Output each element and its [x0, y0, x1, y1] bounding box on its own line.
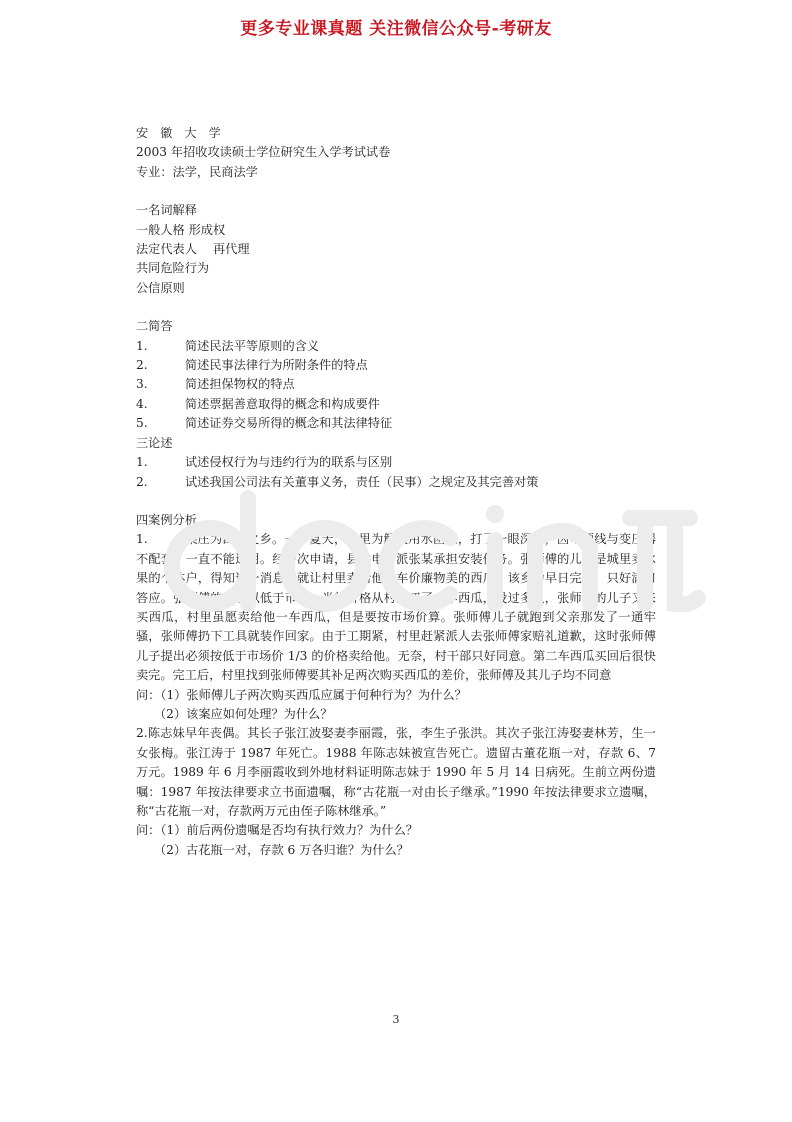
question-text: 简述证券交易所得的概念和其法律特征 — [185, 416, 393, 431]
term-line: 法定代表人 再代理 — [136, 242, 250, 257]
question-number: 2. — [136, 474, 148, 489]
question-number: 2. — [136, 358, 148, 373]
case-question: （2）古花瓶一对，存款 6 万各归谁？为什么？ — [154, 842, 409, 857]
section3-title: 三论述 — [136, 435, 173, 450]
question-number: 3. — [136, 377, 148, 392]
question-item — [136, 395, 656, 414]
case-question: （2）该案应如何处理？为什么？ — [154, 706, 333, 721]
case-question: 问：（1）张师傅儿子两次购买西瓜应属于何种行为？为什么？ — [136, 687, 467, 702]
case2-paragraph: 2.陈志妹早年丧偶。其长子张江波娶妻李丽霞，张，李生子张洪。其次子张江涛娶妻林芳，生一女张梅。张江涛于 1987 年死亡。1988 年陈志妹被宣告死亡。遗留古董花瓶一对，存款 6、7 万元。1989 年 6 月李丽霞收到外地材料证明陈志妹于 1990 年 5 月 14 日病死。生前立两份遗嘱：1987 年按法律要求立书面遗嘱，称“古花瓶一对由长子继承。”1990 年按法律要求立遗嘱，称“古花瓶一对，存款两万元由侄子陈林继承。” — [136, 726, 656, 818]
question-number: 5. — [136, 416, 148, 431]
question-item — [136, 473, 656, 492]
section2-title: 二简答 — [136, 319, 173, 334]
question-number: 1. — [136, 455, 148, 470]
question-number: 4. — [136, 396, 148, 411]
case-number: 1. — [136, 532, 148, 547]
case-text: 某庄为西瓜之乡。一年夏天，村里为解决用水困难，打了一眼深井，因电源线与变压器不配套，一直不能适用。经多次申请，县供电局派张某承担安装任务。张师傅的儿子是城里卖水果的个体户，得知这一消息后就让村里卖给他一车价廉物美的西瓜，该乡为早日完工，只好满口答应。张师傅的儿子以低于市价一半的价格从村里买了一车西瓜，没过多久，张师傅的儿子又来买西瓜，村里虽愿卖给他一车西瓜，但是要按市场价算。张师傅儿子就跑到父亲那发了一通牢骚，张师傅扔下工具就装作回家。由于工期紧，村里赶紧派人去张师傅家赔礼道歉，这时张师傅儿子提出必须按低于市场价 1/3 的价格卖给他。无奈，村干部只好同意。第二车西瓜买回后很快卖完。完工后，村里找到张师傅要其补足两次购买西瓜的差价，张师傅及其儿子均不同意 — [136, 532, 656, 683]
exam-document — [136, 124, 656, 860]
question-item — [136, 375, 656, 394]
term-line: 一般人格 形成权 — [136, 222, 226, 237]
question-text: 简述担保物权的特点 — [185, 377, 295, 392]
section4-title: 四案例分析 — [136, 512, 197, 527]
case1-paragraph — [136, 530, 656, 685]
question-text: 简述民事法律行为所附条件的特点 — [185, 358, 368, 373]
question-item — [136, 414, 656, 433]
question-number: 1. — [136, 338, 148, 353]
question-text: 试述侵权行为与违约行为的联系与区别 — [185, 455, 393, 470]
question-item — [136, 337, 656, 356]
term-line: 公信原则 — [136, 280, 185, 295]
question-text: 简述票据善意取得的概念和构成要件 — [185, 396, 380, 411]
question-text: 简述民法平等原则的含义 — [185, 338, 320, 353]
question-item — [136, 453, 656, 472]
major-line: 专业：法学，民商法学 — [136, 164, 258, 179]
term-line: 共同危险行为 — [136, 261, 210, 276]
section1-title: 一名词解释 — [136, 203, 197, 218]
promo-banner: 更多专业课真题 关注微信公众号-考研友 — [240, 19, 552, 39]
case-question: 问：（1）前后两份遗嘱是否均有执行效力？为什么？ — [136, 823, 418, 838]
university-name: 安徽大学 — [136, 126, 233, 140]
exam-title: 2003 年招收攻读硕士学位研究生入学考试试卷 — [136, 145, 391, 160]
question-text: 试述我国公司法有关董事义务，责任（民事）之规定及其完善对策 — [185, 474, 539, 489]
page-number: 3 — [392, 1013, 400, 1026]
question-item — [136, 356, 656, 375]
